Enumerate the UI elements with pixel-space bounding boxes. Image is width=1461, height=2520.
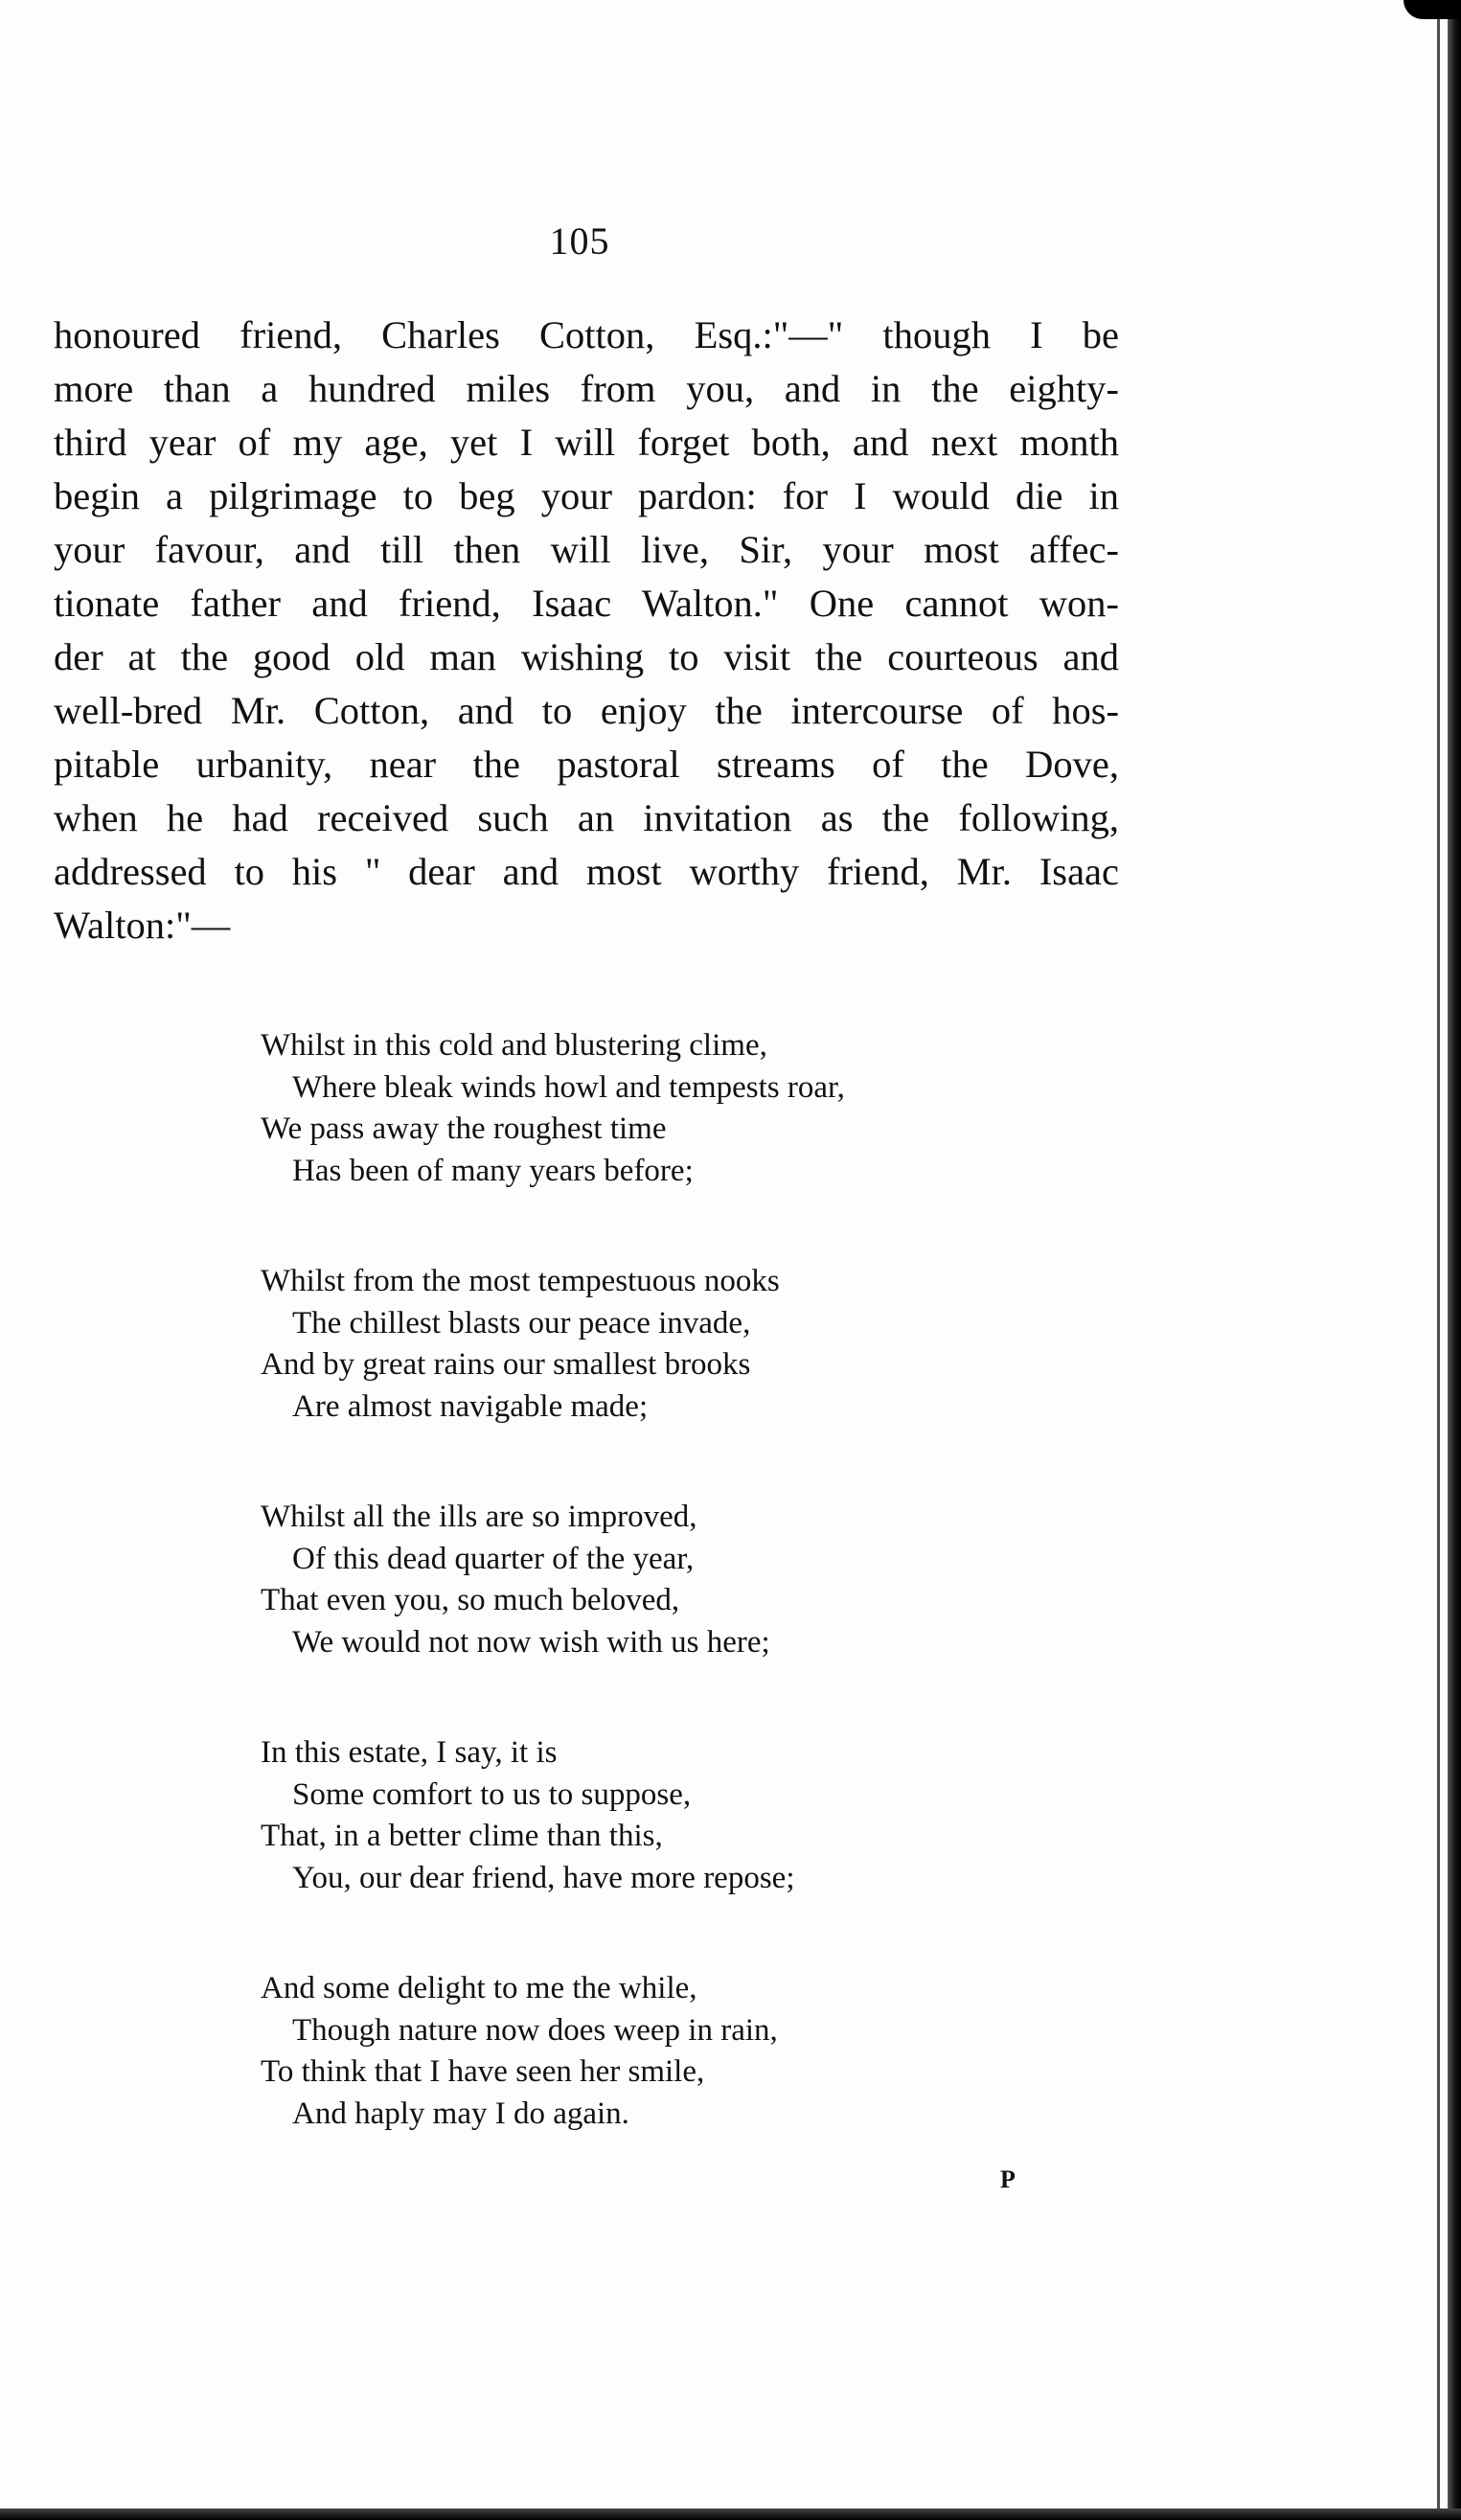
verse-line: That, in a better clime than this, — [261, 1819, 663, 1853]
verse-line: We pass away the roughest time — [261, 1111, 667, 1146]
scan-edge-line — [1437, 0, 1440, 2520]
verse-line: You, our dear friend, have more repose; — [292, 1860, 795, 1895]
prose-line: pitable urbanity, near the pastoral streams of the Dove, — [54, 743, 1119, 786]
scan-edge-corner — [1404, 0, 1461, 19]
verse-line: We would not now wish with us here; — [292, 1624, 770, 1660]
scan-edge-right — [1448, 0, 1461, 2520]
prose-line: begin a pilgrimage to beg your pardon: for I would die in — [54, 474, 1119, 517]
poem-stanza — [261, 1968, 1027, 2135]
prose-line: der at the good old man wishing to visit the courteous and — [54, 635, 1119, 678]
verse-line: Are almost navigable made; — [292, 1388, 649, 1424]
verse-line: And some delight to me the while, — [261, 1971, 697, 2005]
verse-line: To think that I have seen her smile, — [261, 2054, 705, 2089]
verse-line: Some comfort to us to suppose, — [292, 1776, 692, 1812]
page-number: 105 — [549, 219, 610, 263]
poem-stanza — [261, 1497, 1027, 1663]
verse-line: In this estate, I say, it is — [261, 1735, 558, 1770]
verse-line: Where bleak winds howl and tempests roar, — [292, 1069, 845, 1105]
prose-line: third year of my age, yet I will forget both, and next month — [54, 421, 1119, 464]
poem-stanza — [261, 1732, 1027, 1899]
verse-line: Has been of many years before; — [292, 1153, 694, 1188]
verse-line: Though nature now does weep in rain, — [292, 2012, 778, 2048]
prose-paragraph — [54, 309, 1119, 952]
prose-line: Walton:"— — [54, 904, 231, 947]
poem-stanza — [261, 1261, 1027, 1428]
poem-stanza — [261, 1025, 1027, 1192]
prose-line: your favour, and till then will live, Sir, your most affec- — [54, 528, 1119, 571]
verse-line: And haply may I do again. — [292, 2096, 629, 2131]
prose-line: tionate father and friend, Isaac Walton." One cannot won- — [54, 582, 1119, 625]
verse-line: The chillest blasts our peace invade, — [292, 1305, 751, 1340]
verse-line: Of this dead quarter of the year, — [292, 1541, 695, 1576]
verse-line: Whilst in this cold and blustering clime, — [261, 1028, 767, 1063]
prose-line: honoured friend, Charles Cotton, Esq.:"—" though I be — [54, 313, 1119, 356]
verse-line: Whilst all the ills are so improved, — [261, 1500, 697, 1534]
signature-mark: P — [1000, 2165, 1016, 2193]
verse-line: And by great rains our smallest brooks — [261, 1347, 751, 1382]
prose-line: more than a hundred miles from you, and in the eighty- — [54, 367, 1119, 410]
verse-line: Whilst from the most tempestuous nooks — [261, 1264, 780, 1298]
prose-line: addressed to his " dear and most worthy friend, Mr. Isaac — [54, 850, 1119, 893]
verse-line: That even you, so much beloved, — [261, 1583, 680, 1617]
prose-line: well-bred Mr. Cotton, and to enjoy the intercourse of hos- — [54, 689, 1119, 732]
poem — [261, 1025, 1027, 2204]
prose-line: when he had received such an invitation as the following, — [54, 796, 1119, 839]
scan-edge-bottom — [0, 2509, 1461, 2520]
